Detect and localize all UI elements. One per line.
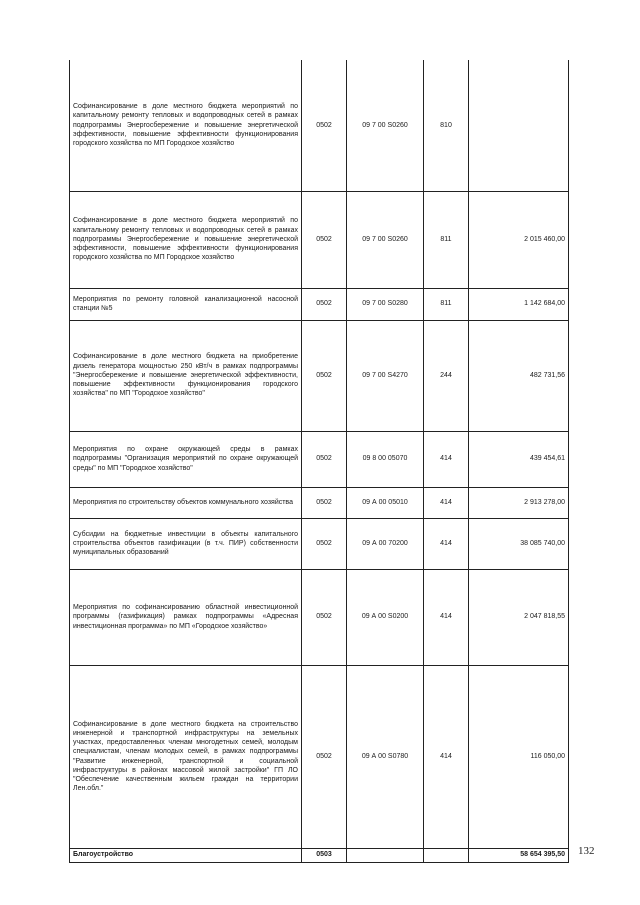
total-section-code: 0503 — [302, 848, 347, 862]
row-amount: 482 731,56 — [469, 320, 569, 431]
row-target-code: 09 А 00 05010 — [347, 487, 424, 518]
row-amount — [469, 60, 569, 191]
row-section-code: 0502 — [302, 320, 347, 431]
row-amount: 38 085 740,00 — [469, 518, 569, 569]
table-row — [70, 665, 569, 848]
row-target-code: 09 7 00 S0260 — [347, 191, 424, 288]
row-expense-type: 244 — [424, 320, 469, 431]
row-section-code: 0502 — [302, 431, 347, 487]
table-row — [70, 518, 569, 569]
table-row — [70, 487, 569, 518]
row-expense-type: 414 — [424, 665, 469, 848]
table-row — [70, 431, 569, 487]
row-target-code: 09 7 00 S4270 — [347, 320, 424, 431]
row-amount: 439 454,61 — [469, 431, 569, 487]
table-row — [70, 569, 569, 665]
row-section-code: 0502 — [302, 569, 347, 665]
row-amount: 116 050,00 — [469, 665, 569, 848]
row-description: Субсидии на бюджетные инвестиции в объекты капитального строительства объектов газификации (в т.ч. ПИР) собственности муниципальных образований — [70, 518, 302, 569]
budget-table — [69, 60, 569, 863]
row-target-code: 09 7 00 S0280 — [347, 288, 424, 320]
row-target-code: 09 А 00 S0780 — [347, 665, 424, 848]
row-description: Софинансирование в доле местного бюджета мероприятий по капитальному ремонту тепловых и водопроводных сетей в рамках подпрограммы Энергосбережение и повышение энергетической эффективности, повышение эффективности функционирования городского хозяйства по МП Городское хозяйство — [70, 60, 302, 191]
row-description: Софинансирование в доле местного бюджета на приобретение дизель генератора мощностью 250 кВт/ч в рамках подпрограммы "Энергосбережение и повышение энергетической эффективности, повышение эффективности функционирования городского хозяйства" по МП "Городское хозяйство" — [70, 320, 302, 431]
row-expense-type: 811 — [424, 288, 469, 320]
row-description: Мероприятия по ремонту головной канализационной насосной станции №5 — [70, 288, 302, 320]
row-target-code: 09 7 00 S0260 — [347, 60, 424, 191]
row-description: Мероприятия по софинансированию областной инвестиционной программы (газификация) рамках подпрограммы «Адресная инвестиционная программа» по МП «Городское хозяйство» — [70, 569, 302, 665]
row-amount: 2 913 278,00 — [469, 487, 569, 518]
row-target-code: 09 А 00 70200 — [347, 518, 424, 569]
row-description: Мероприятия по охране окружающей среды в рамках подпрограммы "Организация мероприятий по охране окружающей среды" по МП "Городское хозяйство" — [70, 431, 302, 487]
table-row-total — [70, 848, 569, 862]
total-description: Благоустройство — [70, 848, 302, 862]
row-expense-type: 414 — [424, 518, 469, 569]
table-row — [70, 320, 569, 431]
row-expense-type: 811 — [424, 191, 469, 288]
row-expense-type: 414 — [424, 487, 469, 518]
row-description: Софинансирование в доле местного бюджета мероприятий по капитальному ремонту тепловых и водопроводных сетей в рамках подпрограммы Энергосбережение и повышение энергетической эффективности, повышение эффективности функционирования городского хозяйства по МП Городское хозяйство — [70, 191, 302, 288]
row-amount: 2 015 460,00 — [469, 191, 569, 288]
row-target-code: 09 8 00 05070 — [347, 431, 424, 487]
row-section-code: 0502 — [302, 665, 347, 848]
page-number: 132 — [578, 845, 595, 857]
total-target-code — [347, 848, 424, 862]
row-section-code: 0502 — [302, 518, 347, 569]
table-row — [70, 288, 569, 320]
row-description: Мероприятия по строительству объектов коммунального хозяйства — [70, 487, 302, 518]
row-section-code: 0502 — [302, 60, 347, 191]
row-description: Софинансирование в доле местного бюджета на строительство инженерной и транспортной инфраструктуры на земельных участках, предоставленных членам многодетных семей, молодым специалистам, членам молодых семей, в рамках подпрограммы "Развитие инженерной, транспортной и социальной инфраструктуры в районах массовой жилой застройки" ГП ЛО "Обеспечение качественным жильем граждан на территории Лен.обл." — [70, 665, 302, 848]
row-amount: 2 047 818,55 — [469, 569, 569, 665]
row-section-code: 0502 — [302, 191, 347, 288]
total-amount: 58 654 395,50 — [469, 848, 569, 862]
row-section-code: 0502 — [302, 487, 347, 518]
row-target-code: 09 А 00 S0200 — [347, 569, 424, 665]
row-expense-type: 414 — [424, 431, 469, 487]
table-row — [70, 191, 569, 288]
row-section-code: 0502 — [302, 288, 347, 320]
row-expense-type: 414 — [424, 569, 469, 665]
total-expense-type — [424, 848, 469, 862]
row-amount: 1 142 684,00 — [469, 288, 569, 320]
table-row — [70, 60, 569, 191]
row-expense-type: 810 — [424, 60, 469, 191]
